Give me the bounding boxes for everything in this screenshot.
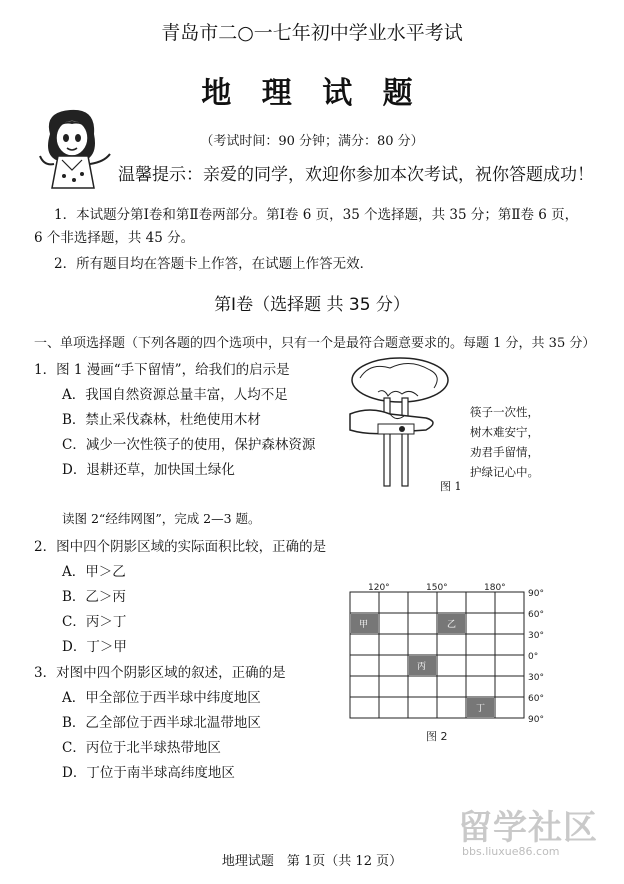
question-stem: 1．图 1 漫画“手下留情”，给我们的启示是 xyxy=(34,362,290,378)
cell-label: 丙 xyxy=(417,662,427,672)
option-c: C．减少一次性筷子的使用，保护森林资源 xyxy=(62,437,316,453)
option-c: C．丙位于北半球热带地区 xyxy=(62,740,221,756)
reading-prompt: 读图 2“经纬网图”，完成 2—3 题。 xyxy=(62,511,261,526)
latitude-label: 30° xyxy=(528,631,544,641)
poem-line: 劝君手留情， xyxy=(470,445,539,459)
latitude-label: 60° xyxy=(528,694,544,704)
longitude-label: 120° xyxy=(368,583,390,593)
instruction-line: 6 个非选择题，共 45 分。 xyxy=(34,230,195,246)
latitude-label: 90° xyxy=(528,715,544,725)
poem-line: 筷子一次性， xyxy=(470,405,539,419)
poem-line: 护绿记心中。 xyxy=(470,465,539,479)
option-a: A．甲＞乙 xyxy=(62,564,126,580)
watermark-logo: 留学社区 xyxy=(458,808,598,848)
part-heading: 一、单项选择题（下列各题的四个选项中，只有一个是最符合题意要求的。每题 1 分，共 35 分） xyxy=(34,336,596,351)
exam-header: 青岛市二○一七年初中学业水平考试 xyxy=(161,22,463,44)
option-b: B．乙＞丙 xyxy=(62,589,126,605)
figure-2-graticule-map xyxy=(340,580,560,750)
option-c: C．丙＞丁 xyxy=(62,614,127,630)
option-a: A．甲全部位于西半球中纬度地区 xyxy=(62,690,261,706)
watermark-url: bbs.liuxue86.com xyxy=(462,845,560,858)
option-d: D．丁位于南半球高纬度地区 xyxy=(62,765,235,781)
option-b: B．禁止采伐森林，杜绝使用木材 xyxy=(62,412,261,428)
cell-label: 乙 xyxy=(447,620,457,630)
figure-2-caption: 图 2 xyxy=(426,730,448,743)
option-d: D．退耕还草，加快国土绿化 xyxy=(62,462,235,478)
instruction-line: 2．所有题目均在答题卡上作答，在试题上作答无效． xyxy=(54,256,374,272)
greeting-tip: 温馨提示：亲爱的同学，欢迎你参加本次考试，祝你答题成功！ xyxy=(118,165,594,185)
cell-label: 丁 xyxy=(476,704,486,714)
latitude-label: 30° xyxy=(528,673,544,683)
figure-1-caption: 图 1 xyxy=(440,480,462,493)
page-title: 地 理 试 题 xyxy=(201,76,423,111)
option-b: B．乙全部位于西半球北温带地区 xyxy=(62,715,261,731)
instruction-line: 1．本试题分第Ⅰ卷和第Ⅱ卷两部分。第Ⅰ卷 6 页，35 个选择题，共 35 分；第Ⅱ卷 6 页， xyxy=(54,207,579,223)
question-stem: 3．对图中四个阴影区域的叙述，正确的是 xyxy=(34,665,286,681)
question-stem: 2．图中四个阴影区域的实际面积比较，正确的是 xyxy=(34,539,327,555)
latitude-label: 60° xyxy=(528,610,544,620)
page-footer: 地理试题 第 1页（共 12 页） xyxy=(221,854,403,869)
figure-1-cartoon xyxy=(330,352,470,492)
option-d: D．丁＞甲 xyxy=(62,639,127,655)
figure-1-poem xyxy=(470,402,550,482)
section-title: 第Ⅰ卷（选择题 共 35 分） xyxy=(214,295,410,315)
option-a: A．我国自然资源总量丰富，人均不足 xyxy=(62,387,288,403)
latitude-label: 0° xyxy=(528,652,539,662)
longitude-label: 180° xyxy=(484,583,506,593)
latitude-label: 90° xyxy=(528,589,544,599)
poem-line: 树木难安宁， xyxy=(470,425,539,439)
exam-info: （考试时间：90 分钟；满分：80 分） xyxy=(200,134,424,149)
cell-label: 甲 xyxy=(359,620,369,630)
longitude-label: 150° xyxy=(426,583,448,593)
